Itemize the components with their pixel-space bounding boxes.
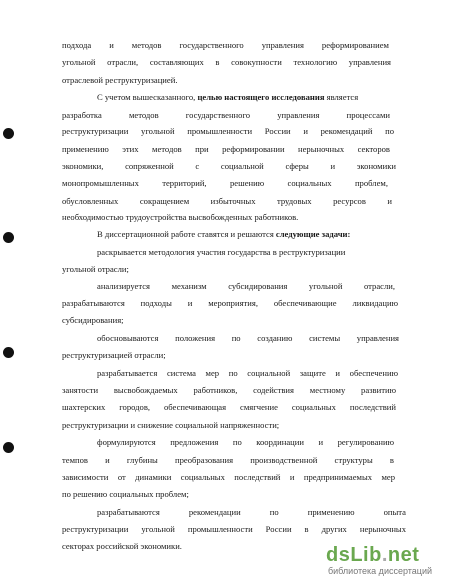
goal-phrase: целью настоящего исследования	[197, 92, 325, 102]
text-line: разработка методов государственного управления процессами	[62, 110, 390, 120]
text-line: реструктуризации угольной промышленности России в других нерыночных	[62, 524, 406, 534]
text-line: секторах российской экономики.	[62, 541, 182, 551]
text-line: реструктуризации угольной промышленности России и рекомендаций по	[62, 126, 394, 136]
text-line-tasks: В диссертационной работе ставятся и решаются следующие задачи:	[97, 229, 351, 239]
text-line: обосновываются положения по созданию системы управления	[97, 333, 399, 343]
text-line: субсидирования;	[62, 315, 124, 325]
punch-hole-icon	[3, 128, 14, 139]
text-line: темпов и глубины преобразования производственной структуры в	[62, 455, 394, 465]
punch-hole-icon	[3, 442, 14, 453]
text-line: разрабатывается система мер по социальной защите и обеспечению	[97, 368, 398, 378]
text-line: монопромышленных территорий, решению социальных проблем,	[62, 178, 388, 188]
watermark-tagline: библиотека диссертаций	[328, 566, 433, 576]
tasks-phrase: следующие задачи:	[275, 229, 351, 239]
text-line: угольной отрасли, составляющих в совокупности технологию управления	[62, 57, 391, 67]
text-line: подхода и методов государственного управления реформированием	[62, 40, 389, 50]
text-line: анализируется механизм субсидирования угольной отрасли,	[97, 281, 395, 291]
text-line: реструктуризацией отрасли;	[62, 350, 166, 360]
text-line: применению этих методов при реформировании нерыночных секторов	[62, 144, 390, 154]
punch-hole-icon	[3, 347, 14, 358]
text-line: экономики, сопряженной с социальной сферы и экономики	[62, 161, 396, 171]
punch-hole-icon	[3, 232, 14, 243]
text-line: необходимостью трудоустройства высвобожденных работников.	[62, 212, 299, 222]
text-line: занятости высвобождаемых работников, содействия местному развитию	[62, 385, 396, 395]
text-line: отраслевой реструктуризацией.	[62, 75, 178, 85]
text-line: разрабатываются рекомендации по применению опыта	[97, 507, 406, 517]
text-line: раскрывается методология участия государства в реструктуризации	[97, 247, 346, 257]
text-line: по решению социальных проблем;	[62, 489, 189, 499]
dslib-logo: dsLib.net	[326, 544, 420, 566]
text-line: угольной отрасли;	[62, 264, 129, 274]
text-line: разрабатываются подходы и мероприятия, обеспечивающие ликвидацию	[62, 298, 398, 308]
dslib-watermark	[326, 544, 444, 578]
text-line-goal: С учетом вышесказанного, целью настоящего исследования является	[97, 92, 359, 102]
text-line: формулируются предложения по координации и регулированию	[97, 437, 394, 447]
text-line: зависимости от динамики социальных последствий и предпринимаемых мер	[62, 472, 395, 482]
text-line: шахтерских городов, обеспечивающая смягчение социальных последствий	[62, 402, 396, 412]
text-line: обусловленных сокращением избыточных трудовых ресурсов и	[62, 196, 392, 206]
text-line: реструктуризации и снижение социальной напряженности;	[62, 420, 280, 430]
